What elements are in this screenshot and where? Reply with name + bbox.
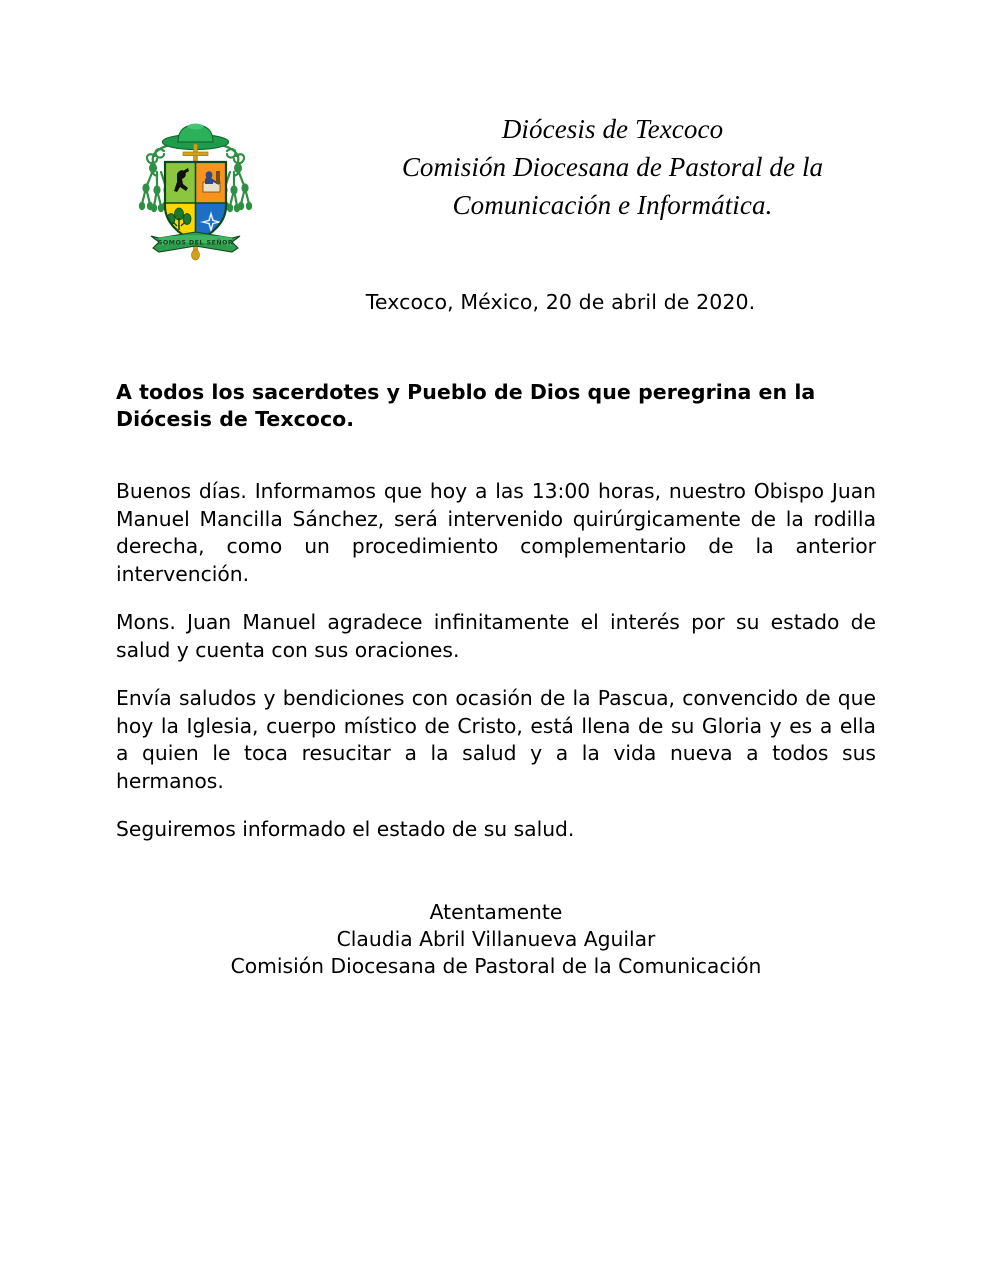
signature-block bbox=[116, 899, 876, 980]
body-paragraph: Envía saludos y bendiciones con ocasión de la Pascua, convencido de que hoy la Iglesia, cuerpo místico de Cristo, está llena de su Gloria y es a ella a quien le toca resucitar a la salud y a la vida nueva a todos sus hermanos. bbox=[116, 686, 876, 793]
letter-body bbox=[116, 478, 876, 844]
body-paragraph: Buenos días. Informamos que hoy a las 13:00 horas, nuestro Obispo Juan Manuel Mancilla Sánchez, será intervenido quirúrgicamente de la rodilla derecha, como un procedimiento complementario de la anterior intervención. bbox=[116, 479, 876, 586]
date-text: Texcoco, México, 20 de abril de 2020. bbox=[365, 290, 756, 314]
body-paragraph: Mons. Juan Manuel agradece infinitamente el interés por su estado de salud y cuenta con sus oraciones. bbox=[116, 610, 876, 662]
letterhead-line-2: Comisión Diocesana de Pastoral de la bbox=[401, 152, 824, 182]
diocesan-coat-of-arms-icon bbox=[133, 118, 258, 263]
letterhead-line-3: Comunicación e Informática. bbox=[452, 190, 773, 220]
letterhead-title bbox=[355, 110, 870, 224]
date-line bbox=[116, 288, 875, 316]
signature-role: Comisión Diocesana de Pastoral de la Comunicación bbox=[230, 954, 762, 978]
svg-text:SOMOS DEL SEÑOR: SOMOS DEL SEÑOR bbox=[157, 238, 234, 247]
letterhead-line-1: Diócesis de Texcoco bbox=[501, 114, 724, 144]
signature-closing: Atentamente bbox=[429, 900, 563, 924]
body-paragraph: Seguiremos informado el estado de su salud. bbox=[116, 817, 575, 841]
salutation: A todos los sacerdotes y Pueblo de Dios que peregrina en la Diócesis de Texcoco. bbox=[116, 380, 816, 431]
letterhead bbox=[0, 110, 989, 270]
signature-name: Claudia Abril Villanueva Aguilar bbox=[336, 927, 656, 951]
